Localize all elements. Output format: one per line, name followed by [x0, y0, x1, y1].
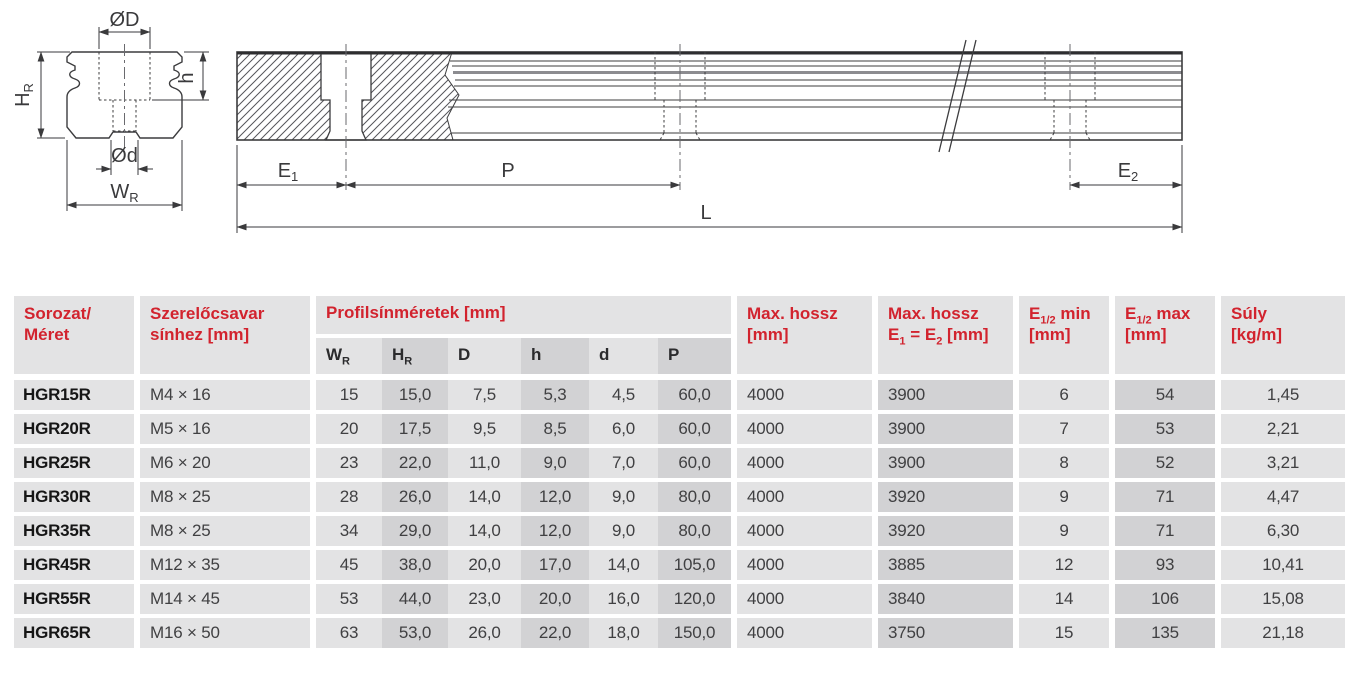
weight-cell: 21,18: [1221, 618, 1345, 648]
screw-cell: M16 × 50: [140, 618, 310, 648]
weight-cell: 3,21: [1221, 448, 1345, 478]
table-row: [14, 618, 1346, 648]
column-header-d: d: [589, 338, 658, 374]
series-cell: HGR45R: [14, 550, 134, 580]
max-length-cell: 4000: [737, 414, 872, 444]
max-length-e1e2-cell: 3885: [878, 550, 1013, 580]
e-half-min-cell: 6: [1019, 380, 1109, 410]
hr-cell: 53,0: [382, 618, 448, 648]
P-cell: 150,0: [658, 618, 731, 648]
D-cell: 26,0: [448, 618, 521, 648]
hr-cell: 17,5: [382, 414, 448, 444]
hr-cell: 29,0: [382, 516, 448, 546]
h-cell: 12,0: [521, 516, 589, 546]
max-length-cell: 4000: [737, 516, 872, 546]
column-header-e-half-max: $E_{1/2}$ max [mm]: [1115, 296, 1215, 374]
h-cell: 5,3: [521, 380, 589, 410]
max-length-e1e2-cell: 3900: [878, 380, 1013, 410]
hr-cell: 38,0: [382, 550, 448, 580]
cross-section-view: [67, 44, 182, 150]
column-header-mounting-screw: Szerelőcsavar sínhez [mm]: [140, 296, 310, 374]
table-row: [14, 550, 1346, 580]
d-cell: 9,0: [589, 516, 658, 546]
weight-cell: 4,47: [1221, 482, 1345, 512]
d-cell: 18,0: [589, 618, 658, 648]
h-cell: 17,0: [521, 550, 589, 580]
rail-dimensions-table: [14, 296, 1346, 648]
max-length-cell: 4000: [737, 482, 872, 512]
P-cell: 80,0: [658, 482, 731, 512]
screw-cell: M14 × 45: [140, 584, 310, 614]
d-cell: 14,0: [589, 550, 658, 580]
weight-cell: 2,21: [1221, 414, 1345, 444]
e-half-min-cell: 14: [1019, 584, 1109, 614]
column-header-max-length: Max. hossz [mm]: [737, 296, 872, 374]
h-cell: 22,0: [521, 618, 589, 648]
table-row: [14, 482, 1346, 512]
screw-cell: M12 × 35: [140, 550, 310, 580]
column-header-WR: $W_R$: [316, 338, 382, 374]
wr-cell: 63: [316, 618, 382, 648]
d-cell: 6,0: [589, 414, 658, 444]
e-half-max-cell: 53: [1115, 414, 1215, 444]
screw-cell: M5 × 16: [140, 414, 310, 444]
D-cell: 11,0: [448, 448, 521, 478]
weight-cell: 15,08: [1221, 584, 1345, 614]
column-header-max-length-e1e2: Max. hossz $E_1 = E_2$ [mm]: [878, 296, 1013, 374]
wr-cell: 28: [316, 482, 382, 512]
weight-cell: 1,45: [1221, 380, 1345, 410]
hr-cell: 44,0: [382, 584, 448, 614]
d-cell: 9,0: [589, 482, 658, 512]
d-cell: 7,0: [589, 448, 658, 478]
rail-dimension-drawing: [0, 0, 1360, 260]
column-header-P: P: [658, 338, 731, 374]
d-cell: 4,5: [589, 380, 658, 410]
screw-cell: M4 × 16: [140, 380, 310, 410]
wr-cell: 15: [316, 380, 382, 410]
e-half-min-cell: 7: [1019, 414, 1109, 444]
wr-cell: 53: [316, 584, 382, 614]
D-cell: 14,0: [448, 482, 521, 512]
e-half-min-cell: 8: [1019, 448, 1109, 478]
screw-cell: M8 × 25: [140, 482, 310, 512]
e-half-min-cell: 9: [1019, 516, 1109, 546]
P-cell: 80,0: [658, 516, 731, 546]
e-half-min-cell: 15: [1019, 618, 1109, 648]
h-cell: 12,0: [521, 482, 589, 512]
column-header-weight: Súly [kg/m]: [1221, 296, 1345, 374]
max-length-cell: 4000: [737, 380, 872, 410]
table-body: [14, 380, 1346, 648]
dim-label-P: P: [501, 160, 515, 182]
table-row: [14, 584, 1346, 614]
P-cell: 60,0: [658, 380, 731, 410]
max-length-e1e2-cell: 3750: [878, 618, 1013, 648]
dim-label-L: L: [700, 202, 712, 224]
weight-cell: 10,41: [1221, 550, 1345, 580]
wr-cell: 20: [316, 414, 382, 444]
e-half-min-cell: 9: [1019, 482, 1109, 512]
column-header-h: h: [521, 338, 589, 374]
max-length-cell: 4000: [737, 448, 872, 478]
table-row: [14, 414, 1346, 444]
e-half-max-cell: 71: [1115, 482, 1215, 512]
dim-label-h: h: [176, 72, 198, 84]
table-row: [14, 448, 1346, 478]
dim-label-diameter-d: Ød: [111, 145, 138, 167]
dim-label-E2: $E_2$: [1117, 160, 1139, 184]
table-header: [14, 296, 1346, 374]
column-header-D: D: [448, 338, 521, 374]
h-cell: 8,5: [521, 414, 589, 444]
D-cell: 7,5: [448, 380, 521, 410]
max-length-e1e2-cell: 3900: [878, 414, 1013, 444]
column-header-e-half-min: $E_{1/2}$ min [mm]: [1019, 296, 1109, 374]
max-length-cell: 4000: [737, 550, 872, 580]
table-row: [14, 516, 1346, 546]
wr-cell: 45: [316, 550, 382, 580]
h-cell: 9,0: [521, 448, 589, 478]
e-half-max-cell: 54: [1115, 380, 1215, 410]
screw-cell: M8 × 25: [140, 516, 310, 546]
e-half-max-cell: 71: [1115, 516, 1215, 546]
P-cell: 105,0: [658, 550, 731, 580]
wr-cell: 34: [316, 516, 382, 546]
D-cell: 20,0: [448, 550, 521, 580]
break-lines: [939, 40, 976, 152]
D-cell: 23,0: [448, 584, 521, 614]
max-length-e1e2-cell: 3920: [878, 516, 1013, 546]
D-cell: 14,0: [448, 516, 521, 546]
series-cell: HGR35R: [14, 516, 134, 546]
dim-label-WR: $W_R$: [110, 181, 139, 205]
dim-label-diameter-D: ØD: [109, 9, 140, 31]
e-half-max-cell: 93: [1115, 550, 1215, 580]
screw-cell: M6 × 20: [140, 448, 310, 478]
D-cell: 9,5: [448, 414, 521, 444]
P-cell: 60,0: [658, 414, 731, 444]
max-length-cell: 4000: [737, 584, 872, 614]
series-cell: HGR55R: [14, 584, 134, 614]
e-half-max-cell: 52: [1115, 448, 1215, 478]
series-cell: HGR25R: [14, 448, 134, 478]
hr-cell: 15,0: [382, 380, 448, 410]
e-half-max-cell: 135: [1115, 618, 1215, 648]
hr-cell: 22,0: [382, 448, 448, 478]
series-cell: HGR20R: [14, 414, 134, 444]
series-cell: HGR15R: [14, 380, 134, 410]
max-length-e1e2-cell: 3840: [878, 584, 1013, 614]
column-header-series: Sorozat/ Méret: [14, 296, 134, 374]
e-half-max-cell: 106: [1115, 584, 1215, 614]
series-cell: HGR30R: [14, 482, 134, 512]
table-row: [14, 380, 1346, 410]
P-cell: 60,0: [658, 448, 731, 478]
P-cell: 120,0: [658, 584, 731, 614]
weight-cell: 6,30: [1221, 516, 1345, 546]
e-half-min-cell: 12: [1019, 550, 1109, 580]
group-header-profile-dimensions: Profilsínméretek [mm]: [316, 296, 731, 334]
series-cell: HGR65R: [14, 618, 134, 648]
max-length-e1e2-cell: 3920: [878, 482, 1013, 512]
side-view: [237, 40, 1182, 190]
hr-cell: 26,0: [382, 482, 448, 512]
column-header-HR: $H_R$: [382, 338, 448, 374]
max-length-e1e2-cell: 3900: [878, 448, 1013, 478]
d-cell: 16,0: [589, 584, 658, 614]
column-group-profile-dimensions: [316, 296, 731, 374]
dim-label-E1: $E_1$: [277, 160, 299, 184]
dim-label-HR: $H_R$: [12, 83, 36, 107]
wr-cell: 23: [316, 448, 382, 478]
h-cell: 20,0: [521, 584, 589, 614]
sub-header-row: [316, 338, 731, 374]
max-length-cell: 4000: [737, 618, 872, 648]
